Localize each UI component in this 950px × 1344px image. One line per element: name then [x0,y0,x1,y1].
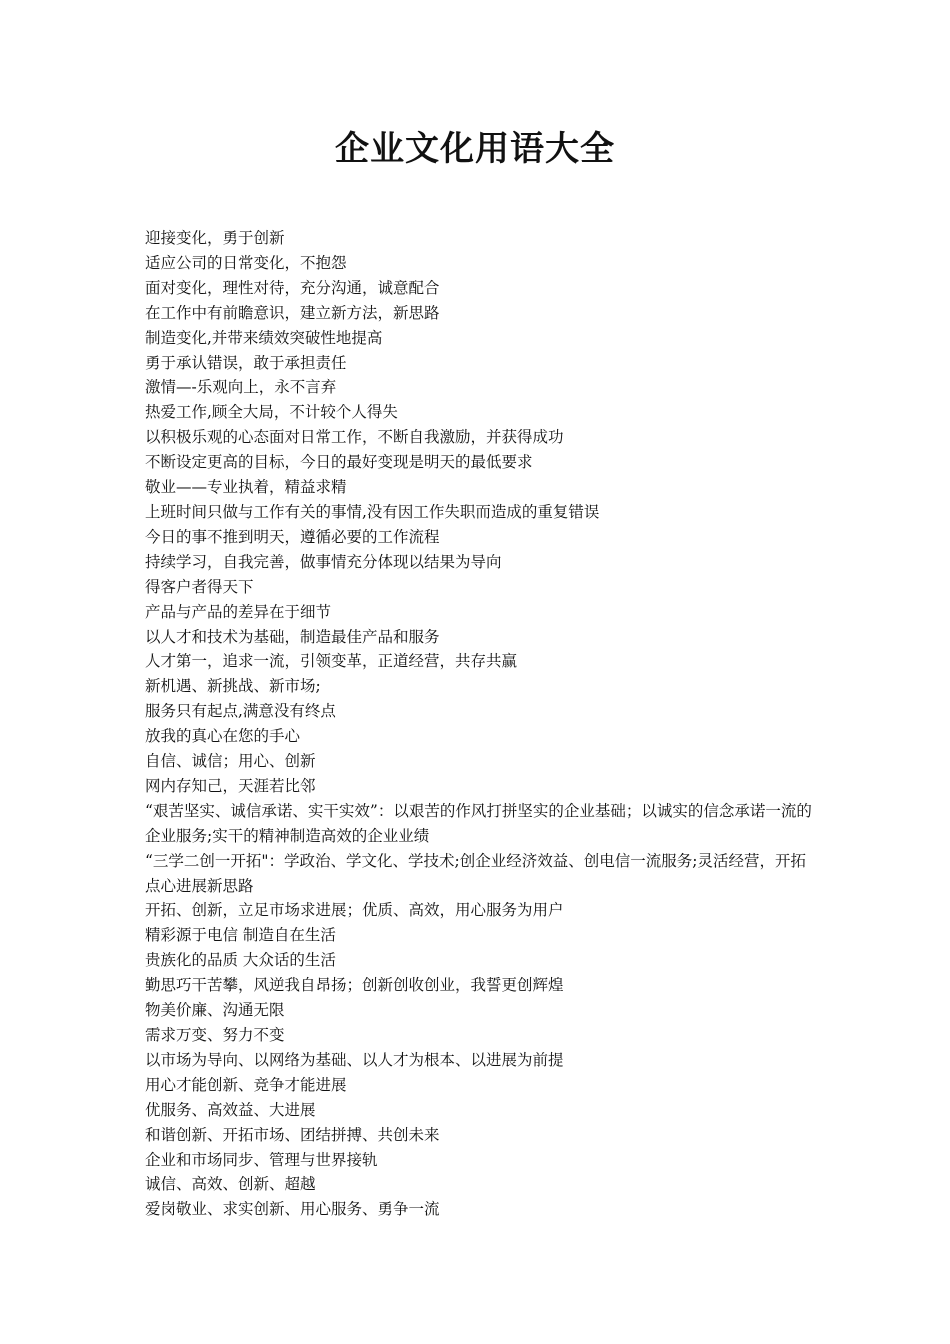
text-line: 勤思巧干苦攀，风逆我自昂扬；创新创收创业，我誓更创辉煌 [145,976,564,995]
text-line: 激情—-乐观向上，永不言弃 [145,378,337,397]
text-line: 用心才能创新、竞争才能进展 [145,1075,347,1094]
text-line: “三学二创一开拓"：学政治、学文化、学技术;创企业经济效益、创电信一流服务;灵活经营，开拓点心进展新思路 [145,851,807,895]
text-line: 不断设定更高的目标，今日的最好变现是明天的最低要求 [145,453,533,472]
text-line: 爱岗敬业、求实创新、用心服务、勇争一流 [145,1200,440,1219]
text-line: 敬业——专业执着，精益求精 [145,478,347,497]
text-line: 开拓、创新，立足市场求进展；优质、高效，用心服务为用户 [145,901,564,920]
text-line: 上班时间只做与工作有关的事情,没有因工作失职而造成的重复错误 [145,502,600,521]
text-line: “艰苦坚实、诚信承诺、实干实效”：以艰苦的作风打拼坚实的企业基础；以诚实的信念承诺一流的企业服务;实干的精神制造高效的企业业绩 [145,801,812,845]
text-line: 精彩源于电信 制造自在生活 [145,926,336,945]
text-line: 产品与产品的差异在于细节 [145,602,332,621]
text-line: 勇于承认错误，敢于承担责任 [145,353,347,372]
text-line: 诚信、高效、创新、超越 [145,1175,316,1194]
text-line: 贵族化的品质 大众话的生活 [145,951,336,970]
text-line: 新机遇、新挑战、新市场; [145,677,321,696]
text-line: 物美价廉、沟通无限 [145,1001,285,1020]
text-line: 和谐创新、开拓市场、团结拼搏、共创未来 [145,1125,440,1144]
text-line: 制造变化,并带来绩效突破性地提高 [145,328,383,347]
text-line: 放我的真心在您的手心 [145,727,301,746]
text-line: 适应公司的日常变化，不抱怨 [145,253,347,272]
text-line: 热爱工作,顾全大局，不计较个人得失 [145,403,398,422]
text-line: 服务只有起点,满意没有终点 [145,702,336,721]
text-line: 企业和市场同步、管理与世界接轨 [145,1150,378,1169]
text-line: 持续学习，自我完善，做事情充分体现以结果为导向 [145,552,502,571]
document-body [145,226,815,1222]
text-line: 以市场为导向、以网络为基础、以人才为根本、以进展为前提 [145,1050,564,1069]
text-line: 自信、诚信；用心、创新 [145,752,316,771]
text-line: 优服务、高效益、大进展 [145,1100,316,1119]
text-line: 面对变化，理性对待，充分沟通，诚意配合 [145,278,440,297]
text-line: 以积极乐观的心态面对日常工作，不断自我激励，并获得成功 [145,428,564,447]
text-line: 网内存知己，天涯若比邻 [145,776,316,795]
text-line: 在工作中有前瞻意识，建立新方法，新思路 [145,303,440,322]
text-line: 需求万变、努力不变 [145,1026,285,1044]
text-line: 今日的事不推到明天，遵循必要的工作流程 [145,527,440,546]
document-title: 企业文化用语大全 [335,129,615,169]
text-line: 人才第一，追求一流，引领变革，正道经营，共存共赢 [145,652,518,671]
text-line: 以人才和技术为基础，制造最佳产品和服务 [145,627,440,646]
text-line: 得客户者得天下 [145,577,254,596]
text-line: 迎接变化，勇于创新 [145,229,285,247]
